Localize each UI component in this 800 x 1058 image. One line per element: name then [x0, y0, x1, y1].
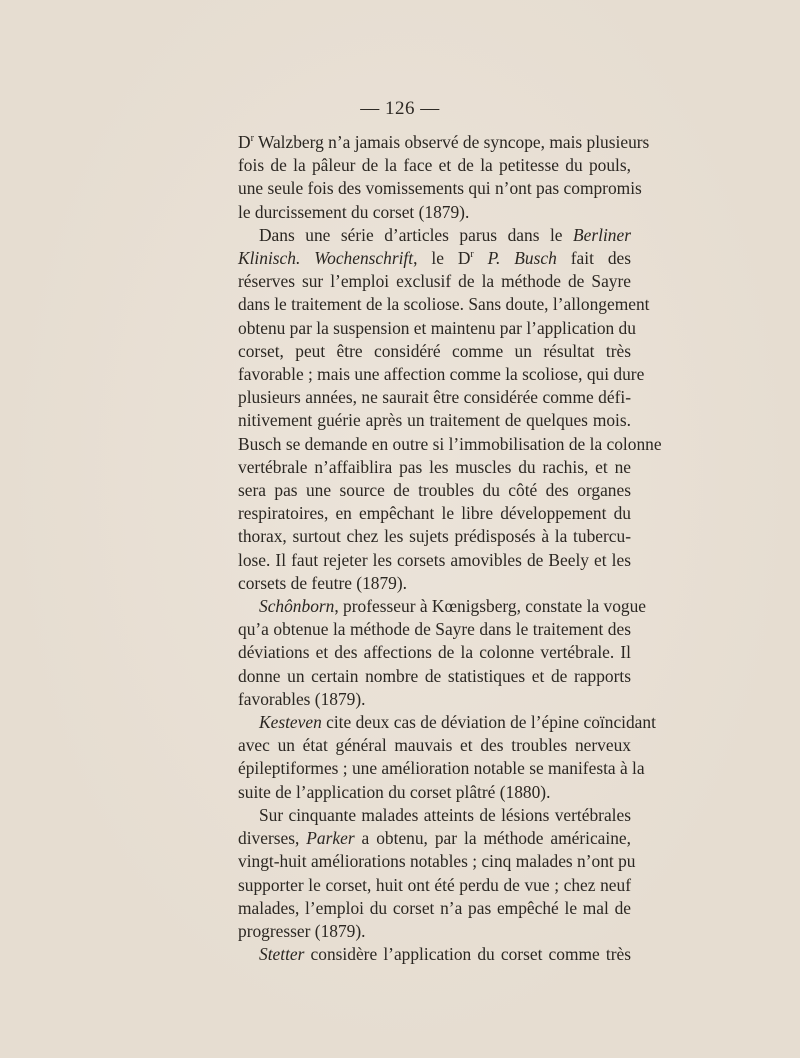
- italic-text: P. Busch: [487, 248, 557, 269]
- italic-text: Klinisch. Wochenschrift: [238, 248, 414, 269]
- text-line: [238, 247, 631, 270]
- text-run: cite deux cas de déviation de l’épine coïncidant: [321, 712, 656, 733]
- body-text: [238, 131, 662, 966]
- text-run: progresser (1879).: [238, 920, 366, 941]
- text-line: [238, 711, 656, 734]
- text-line: [238, 827, 631, 850]
- text-run: réserves sur l’emploi exclusif de la méthode de Sayre: [238, 271, 631, 292]
- text-run: fois de la pâleur de la face et de la petitesse du pouls,: [238, 155, 631, 176]
- text-line: [238, 409, 631, 432]
- text-run: , professeur à Kœnigsberg, constate la vogue: [334, 596, 647, 617]
- text-line: [238, 270, 631, 293]
- text-line: [238, 688, 631, 711]
- text-line: [238, 943, 631, 966]
- text-line: [238, 781, 631, 804]
- text-line: [238, 525, 631, 548]
- text-line: [238, 897, 631, 920]
- text-line: [238, 224, 631, 247]
- italic-text: Stetter: [259, 944, 305, 965]
- text-run: plusieurs années, ne saurait être considérée comme défi-: [238, 387, 631, 408]
- text-run: corset, peut être considéré comme un résultat très: [238, 340, 631, 361]
- text-line: [238, 340, 631, 363]
- text-run: dans le traitement de la scoliose. Sans doute, l’allongement: [238, 294, 650, 315]
- text-run: supporter le corset, huit ont été perdu de vue ; chez neuf: [238, 874, 631, 895]
- superscript: r: [250, 133, 254, 144]
- text-line: [238, 456, 631, 479]
- text-run: avec un état général mauvais et des troubles nerveux: [238, 735, 631, 756]
- text-run: favorables (1879).: [238, 688, 366, 709]
- text-line: [238, 177, 642, 200]
- text-line: [238, 641, 631, 664]
- text-run: nitivement guérie après un traitement de quelques mois.: [238, 410, 631, 431]
- text-line: [238, 874, 631, 897]
- text-run: Walzberg n’a jamais observé de syncope, mais plusieurs: [253, 132, 650, 152]
- text-line: [238, 201, 631, 224]
- page-number: — 126 —: [360, 98, 440, 119]
- text-line: [238, 665, 631, 688]
- text-run: favorable ; mais une affection comme la scoliose, qui dure: [238, 364, 645, 385]
- text-line: [238, 479, 631, 502]
- text-run: D: [238, 132, 251, 152]
- text-line: [238, 386, 631, 409]
- text-line: [238, 363, 645, 386]
- text-run: donne un certain nombre de statistiques et de rapports: [238, 665, 631, 686]
- text-run: le durcissement du corset (1879).: [238, 201, 470, 222]
- text-run: Sur cinquante malades atteints de lésions vertébrales: [259, 804, 631, 825]
- text-line: [238, 502, 631, 525]
- text-line: [238, 618, 631, 641]
- text-line: [238, 757, 645, 780]
- paragraph: [238, 804, 636, 943]
- text-run: corsets de feutre (1879).: [238, 572, 408, 593]
- text-run: [474, 248, 488, 268]
- text-line: [238, 131, 650, 154]
- italic-text: Schônborn: [259, 596, 335, 617]
- text-line: [238, 433, 662, 456]
- text-run: obtenu par la suspension et maintenu par l’application du: [238, 317, 636, 338]
- text-run: a obtenu, par la méthode américaine,: [354, 828, 631, 849]
- text-line: [238, 850, 636, 873]
- paragraph: [238, 943, 631, 966]
- text-run: malades, l’emploi du corset n’a pas empêché le mal de: [238, 897, 631, 918]
- text-line: [238, 549, 631, 572]
- text-line: [238, 317, 636, 340]
- superscript: r: [470, 249, 474, 261]
- text-run: vingt-huit améliorations notables ; cinq malades n’ont pu: [238, 851, 636, 872]
- text-run: diverses,: [238, 828, 307, 849]
- text-line: [238, 572, 631, 595]
- text-run: vertébrale n’affaiblira pas les muscles du rachis, et ne: [238, 456, 631, 477]
- text-line: [238, 734, 631, 757]
- text-run: , le D: [413, 248, 471, 269]
- text-run: sera pas une source de troubles du côté des organes: [238, 480, 631, 501]
- text-run: Busch se demande en outre si l’immobilisation de la colonne: [238, 433, 662, 454]
- italic-text: Kesteven: [259, 712, 322, 733]
- text-run: Dans une série d’articles parus dans le: [259, 224, 574, 245]
- paragraph: [238, 595, 647, 711]
- text-run: thorax, surtout chez les sujets prédisposés à la tubercu-: [238, 526, 631, 547]
- text-run: épileptiformes ; une amélioration notable se manifesta à la: [238, 758, 645, 779]
- text-run: fait des: [556, 248, 631, 269]
- text-line: [238, 920, 631, 943]
- text-run: respiratoires, en empêchant le libre développement du: [238, 503, 631, 524]
- text-run: lose. Il faut rejeter les corsets amovibles de Beely et les: [238, 549, 631, 570]
- text-run: une seule fois des vomissements qui n’ont pas compromis: [238, 178, 642, 199]
- italic-text: Berliner: [573, 224, 631, 245]
- text-run: considère l’application du corset comme très: [304, 944, 631, 965]
- italic-text: Parker: [306, 828, 355, 849]
- text-line: [238, 293, 650, 316]
- text-run: qu’a obtenue la méthode de Sayre dans le traitement des: [238, 619, 631, 640]
- text-run: déviations et des affections de la colonne vertébrale. Il: [238, 642, 631, 663]
- text-line: [238, 154, 631, 177]
- text-run: suite de l’application du corset plâtré (1880).: [238, 781, 551, 802]
- paragraph: [238, 711, 656, 804]
- text-line: [238, 804, 631, 827]
- text-line: [238, 595, 647, 618]
- paragraph: [238, 131, 650, 224]
- paragraph: [238, 224, 662, 595]
